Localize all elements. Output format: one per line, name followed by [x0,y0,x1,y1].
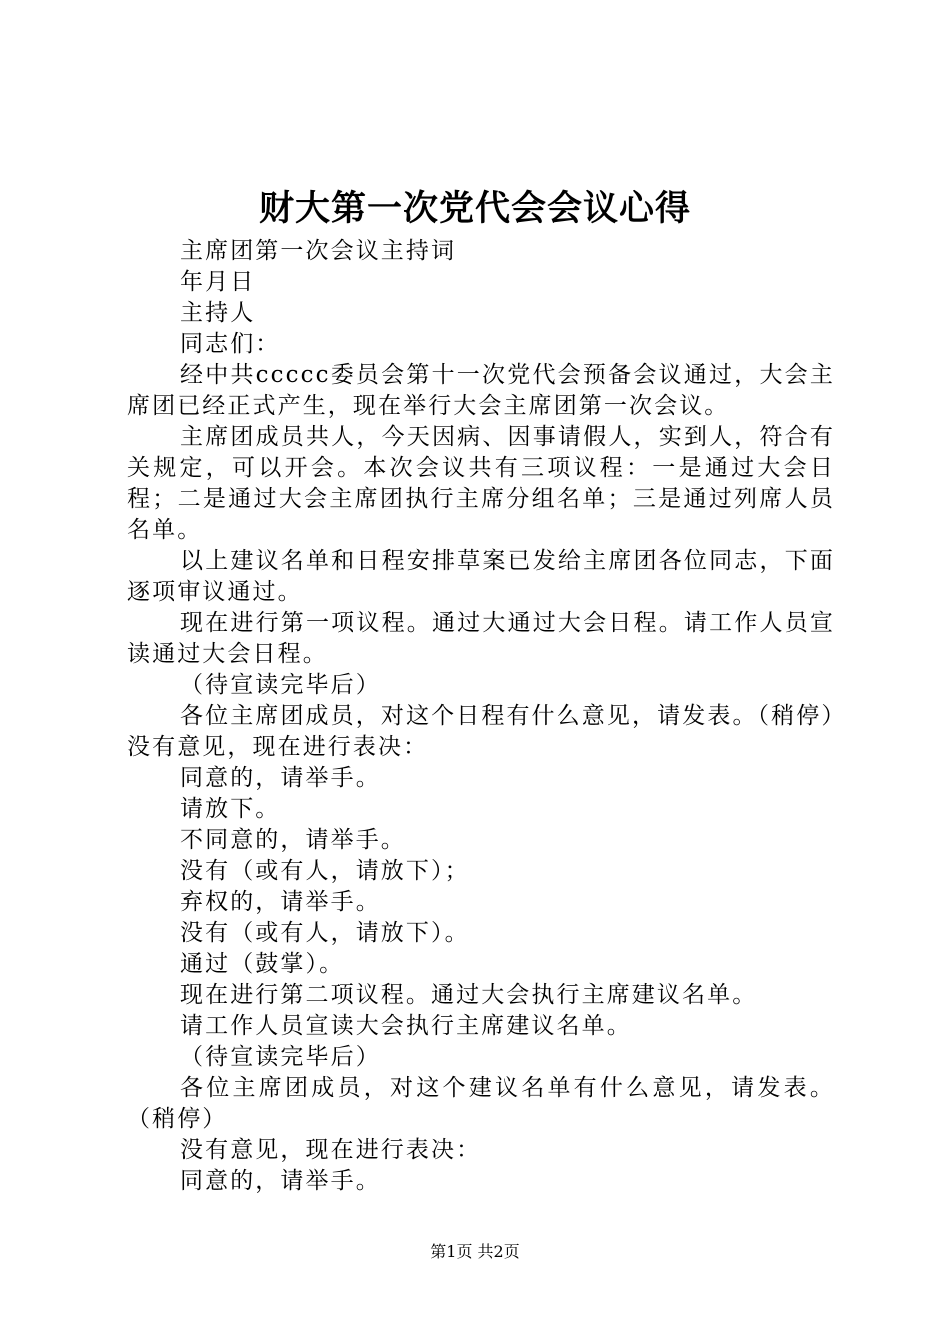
paragraph: （待宣读完毕后） [180,1044,381,1070]
paragraph: 请工作人员宣读大会执行主席建议名单。 [180,1013,632,1039]
paragraph: 主持人 [180,300,256,326]
paragraph: 弃权的，请举手。 [180,889,381,915]
paragraph: 年月日 [180,269,256,295]
paragraph: 请放下。 [180,796,281,822]
paragraph: 现在进行第一项议程。通过大通过大会日程。请工作人员宣读通过大会日程。 [127,610,835,667]
paragraph: 同意的，请举手。 [180,765,381,791]
paragraph: 同意的，请举手。 [180,1168,381,1194]
paragraph: 现在进行第二项议程。通过大会执行主席建议名单。 [180,982,758,1008]
paragraph: 各位主席团成员，对这个日程有什么意见，请发表。（稍停）没有意见，现在进行表决： [127,703,835,760]
paragraph: 各位主席团成员，对这个建议名单有什么意见，请发表。（稍停） [127,1075,835,1132]
paragraph: 通过（鼓掌）。 [180,951,345,977]
paragraph: 主席团成员共人，今天因病、因事请假人，实到人，符合有关规定，可以开会。本次会议共有三项议程：一是通过大会日程；二是通过大会主席团执行主席分组名单；三是通过列席人员名单。 [127,424,835,543]
page-number-footer: 第1页 共2页 [430,1242,520,1261]
document-title: 财大第一次党代会会议心得 [258,188,691,229]
paragraph: 经中共ccccc委员会第十一次党代会预备会议通过，大会主席团已经正式产生，现在举行大会主席团第一次会议。 [127,362,835,419]
paragraph: 不同意的，请举手。 [180,827,406,853]
paragraph: 没有（或有人，请放下）。 [180,920,470,946]
paragraph: 没有意见，现在进行表决： [180,1137,482,1163]
document-body [127,236,835,1197]
paragraph: 同志们： [180,331,281,357]
paragraph: 以上建议名单和日程安排草案已发给主席团各位同志，下面逐项审议通过。 [127,548,835,605]
paragraph: 主席团第一次会议主持词 [180,238,457,264]
paragraph: 没有（或有人，请放下）； [180,858,470,884]
paragraph: （待宣读完毕后） [180,672,381,698]
